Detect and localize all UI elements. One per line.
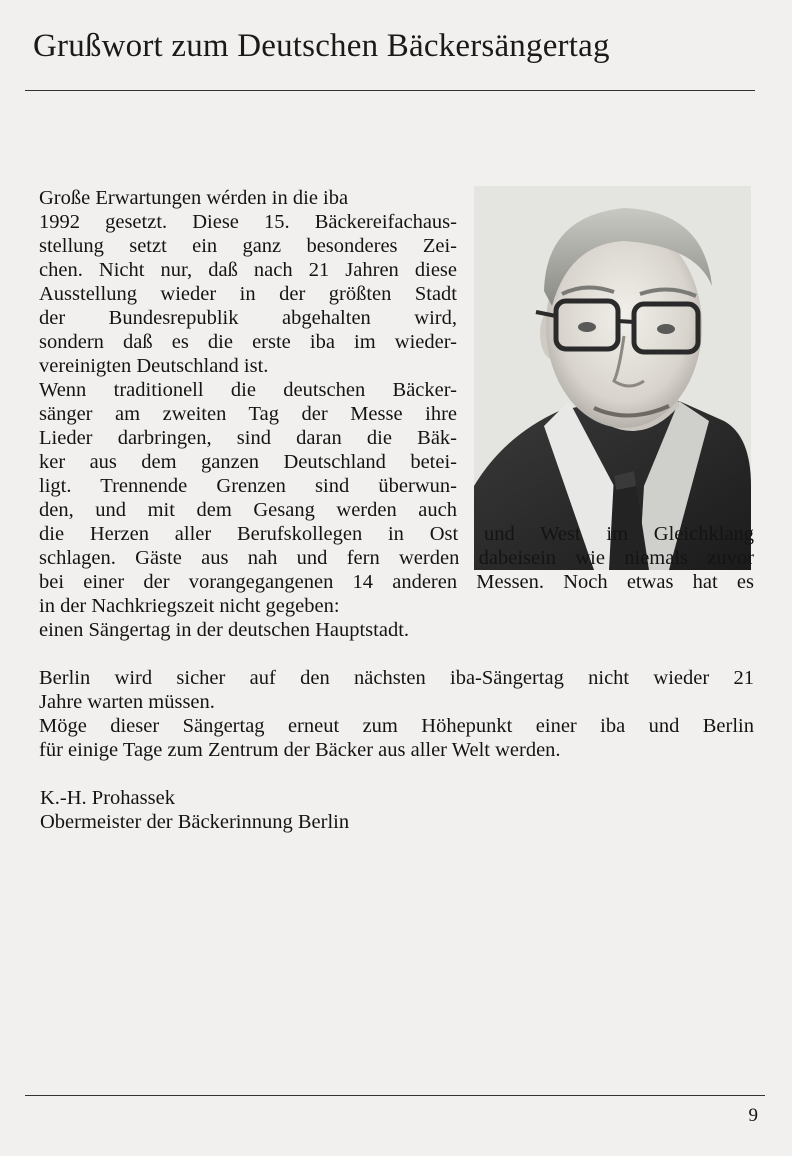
text-line: die Herzen aller Berufskollegen in Ost und West im Gleichklang xyxy=(39,523,754,545)
portrait-photo xyxy=(474,186,751,570)
text-line: ligt. Trennende Grenzen sind überwun- xyxy=(39,475,457,497)
text-line: stellung setzt ein ganz besonderes Zei- xyxy=(39,235,457,257)
text-line: bei einer der vorangegangenen 14 anderen Messen. Noch etwas hat es xyxy=(39,571,754,593)
bottom-rule xyxy=(25,1095,765,1096)
text-line: in der Nachkriegszeit nicht gegeben: xyxy=(39,595,340,617)
text-line: der Bundesrepublik abgehalten wird, xyxy=(39,307,457,329)
text-line: chen. Nicht nur, daß nach 21 Jahren diese xyxy=(39,259,457,281)
top-rule xyxy=(25,90,755,91)
text-line: ker aus dem ganzen Deutschland betei- xyxy=(39,451,457,473)
text-line: einen Sängertag in der deutschen Hauptstadt. xyxy=(39,619,410,641)
text-line: 1992 gesetzt. Diese 15. Bäckereifachaus- xyxy=(39,211,457,233)
text-line: den, und mit dem Gesang werden auch xyxy=(39,499,457,521)
text-line: sondern daß es die erste iba im wieder- xyxy=(39,331,457,353)
text-line: Jahre warten müssen. xyxy=(39,691,215,713)
text-line: Große Erwartungen wérden in die iba xyxy=(39,187,349,209)
text-line: sänger am zweiten Tag der Messe ihre xyxy=(39,403,457,425)
text-line: für einige Tage zum Zentrum der Bäcker aus aller Welt werden. xyxy=(39,739,561,761)
page-number: 9 xyxy=(748,1105,758,1126)
text-line: Berlin wird sicher auf den nächsten iba-Sängertag nicht wieder 21 xyxy=(39,667,754,689)
portrait-illustration xyxy=(474,186,751,570)
page-title: Grußwort zum Deutschen Bäckersängertag xyxy=(33,28,610,64)
text-line: vereinigten Deutschland ist. xyxy=(39,355,269,377)
text-line: Wenn traditionell die deutschen Bäcker- xyxy=(39,379,457,401)
signature-title: Obermeister der Bäckerinnung Berlin xyxy=(40,811,350,833)
signature-name: K.-H. Prohassek xyxy=(40,787,175,809)
text-line: Ausstellung wieder in der größten Stadt xyxy=(39,283,457,305)
text-line: schlagen. Gäste aus nah und fern werden dabeisein wie niemals zuvor xyxy=(39,547,754,569)
text-line: Möge dieser Sängertag erneut zum Höhepunkt einer iba und Berlin xyxy=(39,715,754,737)
text-line: Lieder darbringen, sind daran die Bäk- xyxy=(39,427,457,449)
